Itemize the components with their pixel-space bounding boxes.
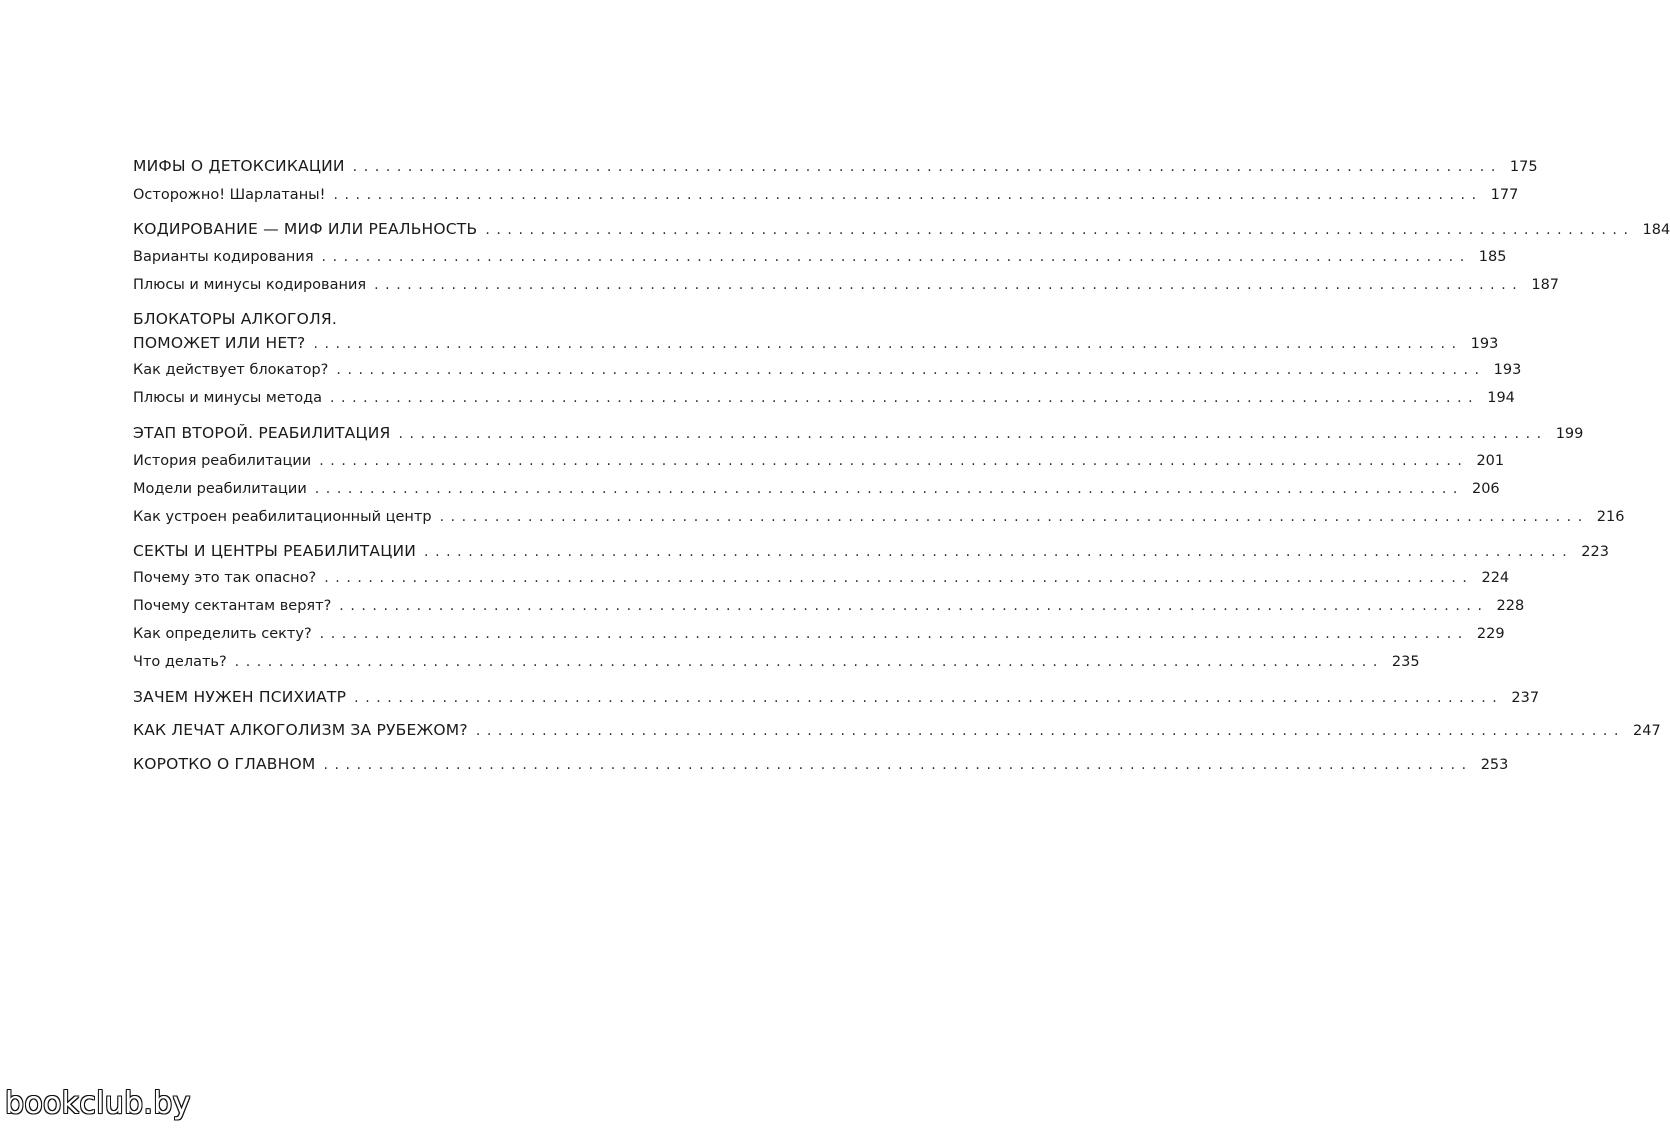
dot-leader: ........................................................................................................: [323, 757, 1473, 773]
toc-entry[interactable]: [133, 187, 1519, 203]
toc-entry[interactable]: [133, 509, 1625, 525]
toc-entry[interactable]: [133, 481, 1500, 497]
dot-leader: ........................................................................................................: [424, 544, 1574, 560]
dot-leader: ........................................................................................................: [336, 362, 1486, 378]
toc-entry-page: 206: [1471, 481, 1500, 497]
dot-leader: ........................................................................................................: [234, 654, 1384, 670]
toc-entry-title: КОДИРОВАНИЕ — МИФ ИЛИ РЕАЛЬНОСТЬ: [133, 220, 478, 238]
toc-entry-title: Что делать?: [133, 654, 227, 670]
toc-entry-page: 185: [1478, 249, 1507, 265]
toc-entry-title: ПОМОЖЕТ ИЛИ НЕТ?: [133, 334, 306, 352]
toc-entry-page: 237: [1511, 690, 1540, 706]
toc-entry[interactable]: [133, 220, 1670, 238]
dot-leader: ........................................................................................................: [333, 187, 1483, 203]
toc-entry[interactable]: [133, 277, 1560, 293]
dot-leader: ........................................................................................................: [329, 390, 1480, 406]
toc-entry-page: 193: [1470, 336, 1499, 352]
dot-leader: ........................................................................................................: [314, 481, 1464, 497]
toc-entry[interactable]: [133, 424, 1584, 442]
dot-leader: ........................................................................................................: [485, 222, 1635, 238]
toc-entry[interactable]: [133, 542, 1609, 560]
toc-entry-page: 184: [1642, 222, 1670, 238]
toc-entry-page: 247: [1633, 723, 1661, 739]
toc-entry-title: Как устроен реабилитационный центр: [133, 509, 432, 525]
toc-entry[interactable]: [133, 334, 1499, 352]
toc-entry-page: 235: [1391, 654, 1420, 670]
toc-entry-page: 229: [1476, 626, 1505, 642]
toc-entry[interactable]: [133, 362, 1522, 378]
toc-entry-title: ЭТАП ВТОРОЙ. РЕАБИЛИТАЦИЯ: [133, 424, 391, 442]
toc-entry[interactable]: [133, 654, 1420, 670]
toc-entry-title: Как действует блокатор?: [133, 362, 329, 378]
toc-entry-title: СЕКТЫ И ЦЕНТРЫ РЕАБИЛИТАЦИИ: [133, 542, 417, 560]
dot-leader: ........................................................................................................: [439, 509, 1589, 525]
toc-entry-page: 194: [1487, 390, 1515, 406]
dot-leader: ........................................................................................................: [354, 690, 1504, 706]
dot-leader: ........................................................................................................: [475, 723, 1626, 739]
toc-entry-title: История реабилитации: [133, 453, 312, 469]
toc-entry[interactable]: [133, 755, 1509, 773]
toc-entry-title: МИФЫ О ДЕТОКСИКАЦИИ: [133, 157, 345, 175]
toc-entry-title: Почему сектантам верят?: [133, 598, 332, 614]
toc-entry-title: Плюсы и минусы кодирования: [133, 277, 367, 293]
toc-entry-pretitle: БЛОКАТОРЫ АЛКОГОЛЯ.: [133, 310, 337, 328]
dot-leader: ........................................................................................................: [339, 598, 1489, 614]
toc-entry-page: 177: [1490, 187, 1519, 203]
toc-entry-title: КОРОТКО О ГЛАВНОМ: [133, 755, 316, 773]
toc-entry[interactable]: [133, 249, 1507, 265]
toc-entry-page: 175: [1509, 159, 1538, 175]
toc-entry-page: 253: [1480, 757, 1509, 773]
toc-entry-page: 187: [1531, 277, 1560, 293]
dot-leader: ........................................................................................................: [321, 249, 1471, 265]
toc-entry[interactable]: [133, 453, 1505, 469]
dot-leader: ........................................................................................................: [398, 426, 1548, 442]
toc-entry[interactable]: [133, 688, 1540, 706]
toc-entry[interactable]: [133, 721, 1661, 739]
watermark: bookclub.by: [5, 1086, 191, 1121]
dot-leader: ........................................................................................................: [313, 336, 1463, 352]
toc-entry-page: 216: [1596, 509, 1625, 525]
toc-entry-page: 223: [1581, 544, 1609, 560]
toc-entry-title: Почему это так опасно?: [133, 570, 317, 586]
dot-leader: ........................................................................................................: [374, 277, 1524, 293]
toc-entry[interactable]: [133, 626, 1505, 642]
dot-leader: ........................................................................................................: [352, 159, 1502, 175]
dot-leader: ........................................................................................................: [324, 570, 1474, 586]
toc-entry-title: КАК ЛЕЧАТ АЛКОГОЛИЗМ ЗА РУБЕЖОМ?: [133, 721, 468, 739]
toc-entry-title: Осторожно! Шарлатаны!: [133, 187, 326, 203]
toc-entry-page: 201: [1476, 453, 1505, 469]
toc-entry[interactable]: [133, 598, 1525, 614]
toc-entry-title: Плюсы и минусы метода: [133, 390, 322, 406]
toc-entry-page: 199: [1555, 426, 1584, 442]
dot-leader: ........................................................................................................: [319, 453, 1469, 469]
toc-entry[interactable]: [133, 390, 1515, 406]
toc-entry-page: 193: [1493, 362, 1522, 378]
toc-entry-page: 224: [1481, 570, 1510, 586]
toc-entry-title: Модели реабилитации: [133, 481, 307, 497]
dot-leader: ........................................................................................................: [319, 626, 1469, 642]
toc-entry[interactable]: [133, 570, 1510, 586]
toc-entry-title: Как определить секту?: [133, 626, 312, 642]
toc-entry-page: 228: [1496, 598, 1525, 614]
toc-entry[interactable]: [133, 157, 1538, 175]
toc-entry-title: ЗАЧЕМ НУЖЕН ПСИХИАТР: [133, 688, 347, 706]
toc-entry-title: Варианты кодирования: [133, 249, 314, 265]
